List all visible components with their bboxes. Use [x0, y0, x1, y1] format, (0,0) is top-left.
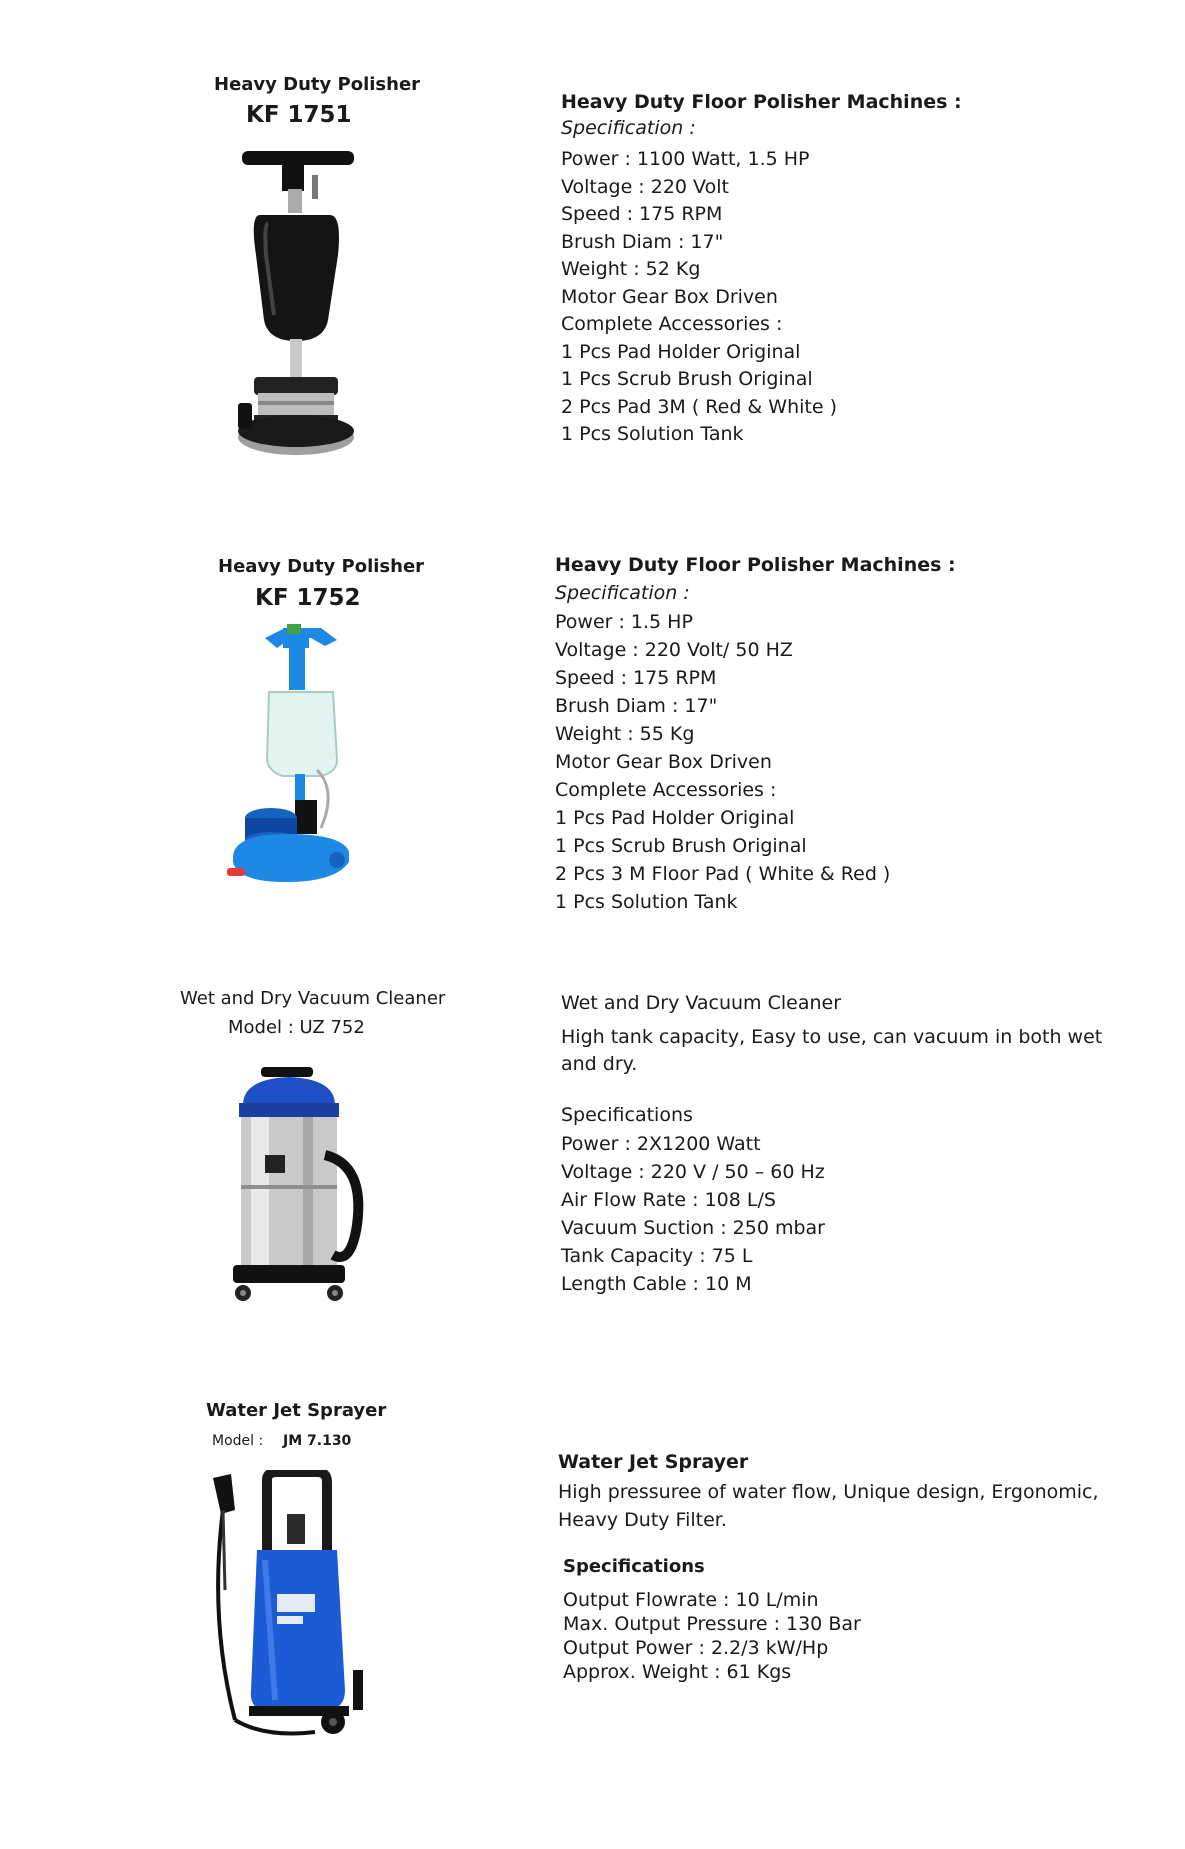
spec-item: Speed : 175 RPM [561, 203, 723, 225]
spec-item: 2 Pcs Pad 3M ( Red & White ) [561, 395, 837, 418]
spec-item: Power : 1.5 HP [555, 611, 693, 633]
spec-item: Complete Accessories : [555, 779, 777, 801]
spec-item: 1 Pcs Scrub Brush Original [555, 835, 807, 857]
product-label-title: Water Jet Sprayer [206, 1400, 387, 1421]
spec-subtitle: Specifications [563, 1556, 705, 1577]
product-description-cont: Heavy Duty Filter. [558, 1509, 727, 1531]
spec-item: Vacuum Suction : 250 mbar [561, 1217, 825, 1239]
product-label-title: Wet and Dry Vacuum Cleaner [180, 988, 446, 1009]
spec-item: Approx. Weight : 61 Kgs [563, 1661, 792, 1683]
spec-item: Power : 2X1200 Watt [561, 1133, 761, 1155]
product-model: KF 1751 [246, 102, 352, 128]
spec-list [555, 608, 890, 916]
product-model: Model : UZ 752 [228, 1017, 365, 1038]
spec-title: Heavy Duty Floor Polisher Machines : [555, 554, 956, 576]
spec-item: Tank Capacity : 75 L [561, 1245, 753, 1267]
spec-item: Complete Accessories : [561, 313, 783, 335]
spec-item: Weight : 55 Kg [555, 723, 695, 745]
product-label-title: Heavy Duty Polisher [214, 74, 421, 95]
product-model: KF 1752 [255, 585, 361, 611]
spec-subtitle: Specification : [561, 117, 696, 139]
polisher-kf1751-image [230, 145, 370, 460]
water-jet-sprayer-image [205, 1470, 385, 1750]
spec-item: Speed : 175 RPM [555, 667, 717, 689]
product-description: High pressuree of water flow, Unique design, Ergonomic, [558, 1481, 1099, 1503]
spec-item: 1 Pcs Pad Holder Original [555, 807, 795, 829]
spec-item: 1 Pcs Scrub Brush Original [561, 368, 813, 390]
spec-item: Voltage : 220 Volt [561, 175, 729, 198]
spec-list [563, 1588, 861, 1684]
spec-item: Weight : 52 Kg [561, 258, 701, 280]
spec-title: Heavy Duty Floor Polisher Machines : [561, 91, 962, 113]
product-model: JM 7.130 [283, 1433, 352, 1449]
spec-item: Power : 1100 Watt, 1.5 HP [561, 148, 810, 170]
spec-item: 2 Pcs 3 M Floor Pad ( White & Red ) [555, 863, 891, 885]
spec-title: Wet and Dry Vacuum Cleaner [561, 992, 842, 1014]
spec-title: Water Jet Sprayer [558, 1451, 749, 1473]
spec-item: Max. Output Pressure : 130 Bar [563, 1613, 861, 1635]
spec-list [561, 1130, 825, 1298]
spec-subtitle: Specifications [561, 1104, 693, 1126]
spec-list [561, 146, 837, 449]
polisher-kf1752-image [225, 620, 365, 905]
spec-item: Brush Diam : 17" [561, 230, 724, 253]
product-description-cont: and dry. [561, 1053, 638, 1075]
product-label-title: Heavy Duty Polisher [218, 556, 425, 577]
spec-item: Motor Gear Box Driven [561, 285, 778, 308]
spec-item: Motor Gear Box Driven [555, 751, 772, 773]
spec-item: Output Flowrate : 10 L/min [563, 1589, 819, 1611]
spec-item: Air Flow Rate : 108 L/S [561, 1189, 776, 1211]
spec-item: 1 Pcs Pad Holder Original [561, 340, 801, 363]
spec-item: 1 Pcs Solution Tank [561, 423, 744, 445]
spec-item: Length Cable : 10 M [561, 1273, 752, 1295]
product-model-prefix: Model : [212, 1433, 264, 1449]
spec-item: 1 Pcs Solution Tank [555, 891, 738, 913]
spec-item: Voltage : 220 Volt/ 50 HZ [555, 639, 793, 661]
spec-item: Brush Diam : 17" [555, 695, 718, 717]
spec-item: Output Power : 2.2/3 kW/Hp [563, 1637, 829, 1659]
spec-subtitle: Specification : [555, 582, 690, 604]
product-description: High tank capacity, Easy to use, can vacuum in both wet [561, 1026, 1103, 1048]
vacuum-cleaner-image [225, 1065, 375, 1315]
spec-item: Voltage : 220 V / 50 – 60 Hz [561, 1161, 825, 1183]
